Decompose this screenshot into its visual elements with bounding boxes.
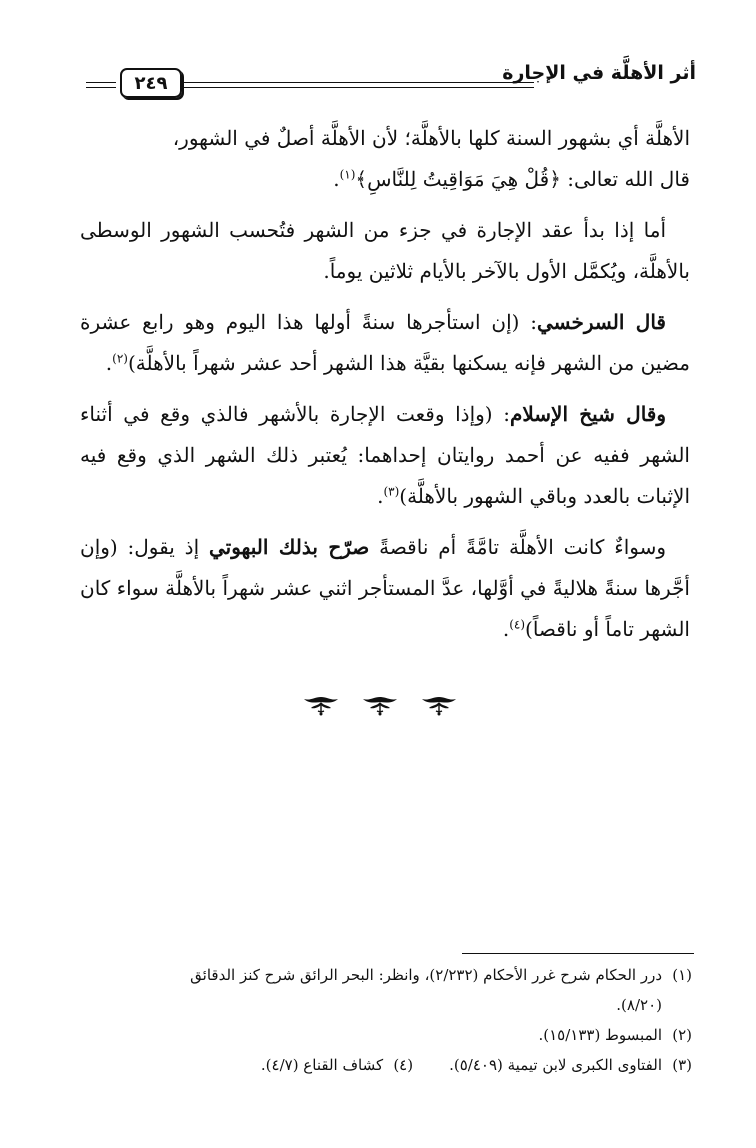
footnote-number: (٤)	[393, 1056, 414, 1074]
p5-end: .	[502, 617, 510, 641]
header-rule	[182, 82, 534, 83]
footnote-ref: (٢)	[112, 351, 128, 366]
footnote-number: (٣)	[672, 1056, 692, 1074]
page-number-box	[120, 68, 182, 98]
footnote-text: (٨/٢٠).	[616, 996, 662, 1014]
section-ornaments	[300, 690, 460, 720]
footnote-ref: (١)	[339, 167, 356, 182]
footnote-2	[80, 1020, 692, 1050]
running-title: أثر الأهلَّة في الإجارة	[502, 62, 696, 84]
header-rule	[86, 87, 116, 88]
footnote-separator	[462, 953, 694, 954]
p1-end: .	[333, 167, 340, 191]
fleuron-icon	[300, 693, 342, 717]
page-number: ٢٤٩	[134, 72, 168, 94]
header-rule	[86, 82, 116, 83]
p4-end: .	[377, 484, 384, 508]
footnote-ref: (٣)	[383, 484, 400, 499]
p1-line1: الأهلَّة أي بشهور السنة كلها بالأهلَّة؛ لأن الأهلَّة أصلٌ في الشهور،	[172, 126, 690, 150]
paragraph-1	[80, 118, 690, 200]
header-rule	[182, 87, 534, 88]
body-text	[80, 118, 690, 660]
footnote-text: كشاف القناع (٤/٧).	[260, 1056, 384, 1074]
p1-line2: قال الله تعالى: ﴿قُلْ هِيَ مَوَاقِيتُ لِلنَّاسِ﴾	[355, 167, 690, 191]
p3-text: : (إن استأجرها سنةً أولها هذا اليوم وهو رابع عشرة مضين من الشهر فإنه يسكنها بقيَّة هذا الشهر أحد عشر شهراً بالأهلَّة)	[80, 310, 690, 375]
p2-text: أما إذا بدأ عقد الإجارة في جزء من الشهر فتُحسب الشهور الوسطى بالأهلَّة، ويُكمَّل الأول بالآخر بالأيام ثلاثين يوماً.	[80, 218, 690, 283]
fleuron-icon	[359, 693, 401, 717]
p4-label: وقال شيخ الإسلام	[509, 402, 667, 426]
p5-text-b: إذ يقول: (وإن أجَّرها سنةً هلاليةً في أوَّلها، عدَّ المستأجر اثني عشر شهراً بالأهلَّة سواء كان الشهر تاماً أو ناقصاً)	[80, 535, 690, 641]
p4-text: : (وإذا وقعت الإجارة بالأشهر فالذي وقع في أثناء الشهر ففيه عن أحمد روايتان إحداهما: يُعتبر ذلك الشهر الذي وقع فيه الإثبات بالعدد وباقي الشهور بالأهلَّة)	[80, 402, 690, 508]
p3-label: قال السرخسي	[536, 310, 666, 334]
footnote-number: (١)	[672, 966, 692, 984]
p5-bold: صرّح بذلك البهوتي	[208, 535, 370, 559]
footnote-text: درر الحكام شرح غرر الأحكام (٢/٢٣٢)، وانظر: البحر الرائق شرح كنز الدقائق	[190, 966, 662, 984]
page-header	[86, 62, 696, 98]
paragraph-4	[80, 394, 690, 517]
paragraph-2	[80, 210, 690, 292]
footnote-number: (٢)	[672, 1026, 692, 1044]
paragraph-5	[80, 527, 690, 650]
paragraph-3	[80, 302, 690, 384]
footnote-ref: (٤)	[509, 617, 526, 632]
footnote-3-4	[80, 1050, 692, 1080]
p5-text-a: وسواءٌ كانت الأهلَّة تامَّةً أم ناقصةً	[369, 535, 667, 559]
footnote-1-cont	[80, 990, 692, 1020]
footnote-1	[80, 960, 692, 990]
footnote-text: الفتاوى الكبرى لابن تيمية (٥/٤٠٩).	[449, 1056, 662, 1074]
p3-end: .	[105, 351, 113, 375]
footnotes	[80, 960, 692, 1080]
footnote-text: المبسوط (١٥/١٣٣).	[538, 1026, 662, 1044]
fleuron-icon	[418, 693, 460, 717]
